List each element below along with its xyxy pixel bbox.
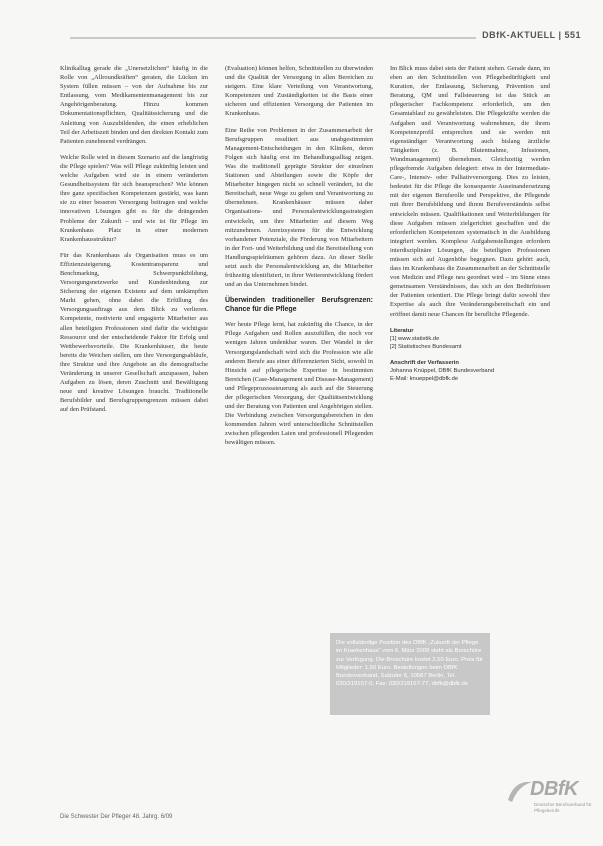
header-rule (70, 37, 523, 39)
paragraph: Welche Rolle wird in diesem Szenario auf die langfristig die Pflege spielen? Was will Pflege zukünftig leisten und welche Aufgaben wird sie in einem veränderten Gesundheitssystem für sich beanspruchen? Wie können ihre ganz spezifischen Kompetenzen gestärkt, was kann sie zu einer besseren Versorgung beitragen und welche innovativen Lösungen gibt es für die drängenden Probleme der Zukunft – und wie ist für Pflege im Krankenhaus Platz in einer modernen Krankenhausstruktur? (60, 153, 208, 243)
header-title: DBfK-AKTUELL | 551 (476, 30, 581, 40)
paragraph: Im Blick muss dabei stets der Patient stehen. Gerade dann, im eben an den Schnittstellen von Pflegebedürftigkeit und Kuration, der Entlassung, Sicherung, Prävention und Beratung, QM und Fallsteuerung ist das Stück an pflegerischer Fachkompetenz erforderlich, um den Gesamtablauf zu gewährleisten. Die Pflegekräfte werden die Aufgaben und Verantwortung wahrnehmen, die ihrem Kompetenzprofil entsprechen und sie werden mit eigenständiger Verantwortung auch bislang ärztliche Tätigkeiten (z. B. Blutentnahme, Infusionen, Wundmanagement) übernehmen. Gleichzeitig werden pflegefremde Aufgaben delegiert: etwa in der Intermediate-Care-, Intensiv- oder Palliativversorgung. Dies zu leisten, bedeutet für die Pflege die konsequente Auseinandersetzung mit der eigenen Berufsrolle und Perspektive, die Pflegende mit ihrer Berufsbildung und ihrem Berufsverständnis selbst entwickeln müssen. Qualifikationen und Weiterbildungen für diese Aufgaben müssen zielgerichtet geschaffen und die erforderlichen Kompetenzen systematisch in die Ausbildung integriert werden. Komplexe Aufgabenstellungen erfordern interdisziplinäre Lösungen, die beteiligten Professionen müssen sich auf Augenhöhe begegnen. Dazu gehört auch, dass im Krankenhaus die Zusammenarbeit an der Schnittstelle von Medizin und Pflege neu geordnet wird – im Sinne eines gemeinsamen Verständnisses, das sich an den Bedürfnissen der Patienten orientiert. Die Pflege bringt dafür sowohl ihre Expertise als auch ihre Veränderungsbereitschaft ein und eröffnet damit neue Chancen für berufliche Pflegende. (390, 65, 550, 318)
column-2 (225, 64, 373, 455)
references (390, 327, 550, 383)
dbfk-logo (504, 770, 592, 820)
paragraph: Klinikalltag gerade die „Unersetzlichen“ häufig in die Rolle von „Allroundkräften“ geraten, die Lücken im System füllen müssen – von der Aufnahme bis zur Entlassung, vom Medikamentenmanagement bis zur Angehörigenberatung. Hinzu kommen Dokumentationspflichten, Qualitätssicherung und die Anleitung von Auszubildenden, die einen erheblichen Teil der Arbeitszeit binden und den direkten Kontakt zum Patienten zunehmend verdrängen. (60, 65, 208, 145)
page-footer: Die Schwester Der Pfleger 48. Jahrg. 6/09 (60, 814, 173, 820)
section-heading: Überwinden traditioneller Berufsgrenzen: Chance für die Pflege (225, 297, 373, 314)
author-text: Johanna Knüppel, DBfK Bundesverband E-Mail: knueppel@dbfk.de (390, 367, 495, 382)
logo-subtitle: Deutscher Berufsverband für Pflegeberufe (534, 802, 592, 813)
author-label: Anschrift der Verfasserin (390, 359, 459, 366)
literature-label: Literatur (390, 327, 414, 334)
page-header (0, 28, 603, 44)
column-1 (60, 64, 208, 421)
paragraph: Für das Krankenhaus als Organisation muss es um Effizienzsteigerung, Kostentransparenz und Benchmarking, Schwerpunktbildung, Versorgungsnetzwerke und Kundenbindung zur Sicherung der eigenen Existenz auf dem umkämpften Markt gehen, ohne dabei die Erfüllung des Versorgungsauftrags aus dem Blick zu verlieren. Kompetente, motivierte und engagierte Mitarbeiter aus allen beteiligten Professionen sind dafür die wichtigste Ressource und der entscheidende Faktor für Erfolg und Wettbewerbsvorteile. Die Krankenhäuser, die heute bereits die Weichen stellen, um ihre Versorgungsabläufe, ihre Struktur und ihre Angebote an die demografische Veränderung in unserer Gesellschaft anzupassen, haben Aufgaben zu lösen, deren Zuschnitt und Bewältigung neue und kreative Lösungen braucht. Traditionelle Berufsbilder und Berufsgruppengrenzen müssen dabei auf den Prüfstand. (60, 251, 208, 414)
info-box: Die vollständige Position des DBfK „Zukunft der Pflege im Krankenhaus“ vom 6. März 2009 steht als Broschüre zur Verfügung. Die Broschüre kostet 2,50 Euro. Preis für Mitglieder: 1,50 Euro. Bestellungen beim DBfK Bundesverband, Salzufer 6, 10587 Berlin, Tel. 030/219157-0, Fax: 030/219157-77, dbfk@dbfk.de (330, 633, 490, 715)
paragraph: Wer heute Pflege lernt, hat zukünftig die Chance, in der Pflege Aufgaben und Rollen auszufüllen, die noch vor wenigen Jahren undenkbar waren. Der Wandel in der Versorgungslandschaft wird sich die Profession wie alle anderen Berufe aus einer differenzierten Sicht, sowohl in Hinsicht auf pflegerische Expertise in bestimmten Bereichen (Case-Management und Disease-Management) und Pflegeprozesssteuerung als auch auf die Steuerung der pflegerischen Versorgung, der Qualitätsentwicklung und der Beratung von Patienten und Angehörigen stellen. Die Verbindung zwischen Versorgungsbereichen in den kommenden Jahren wird unterschiedliche Schnittstellen zwischen pflegenden Laien und professionell Pflegenden bewältigen müssen. (225, 321, 373, 447)
literature-text: [1] www.statistik.de [2] Statistisches Bundesamt (390, 335, 462, 350)
paragraph: Eine Reihe von Problemen in der Zusammenarbeit der Berufsgruppen resultiert aus unabgestimmten Management-Entscheidungen in den Kliniken, deren Folgen sich häufig erst im Behandlungsalltag zeigen. Was die traditionell geprägte Struktur der einzelnen Stationen und Abteilungen sowie die Köpfe der Mitarbeiter hingegen nicht so schnell verändert, ist die Bereitschaft, neue Wege zu gehen und Verantwortung zu übernehmen. Krankenhäuser müssen daher Organisations- und Personalentwicklungsstrategien entwickeln, um ihre Mitarbeiter auf diesem Weg mitzunehmen. Anreizsysteme für die Entwicklung vorhandener Potenziale, die Förderung von Mitarbeitern in der Fort- und Weiterbildung und die Bereitstellung von Handlungsspielräumen gehören dazu. An dieser Stelle setzt auch die Personalentwicklung an, die Mitarbeiter frühzeitig identifiziert, in ihrer Weiterentwicklung fördert und an das Unternehmen bindet. (225, 126, 373, 289)
column-3 (390, 64, 550, 383)
logo-wordmark: DBfK (530, 778, 578, 800)
paragraph: (Evaluation) können helfen, Schnittstellen zu überwinden und die Qualität der Versorgung in allen Bereichen zu steigern. Eine klare Verteilung von Verantwortung, Kompetenzen und Zuständigkeiten ist die Basis einer sicheren und effizienten Versorgung der Patienten im Krankenhaus. (225, 65, 373, 118)
